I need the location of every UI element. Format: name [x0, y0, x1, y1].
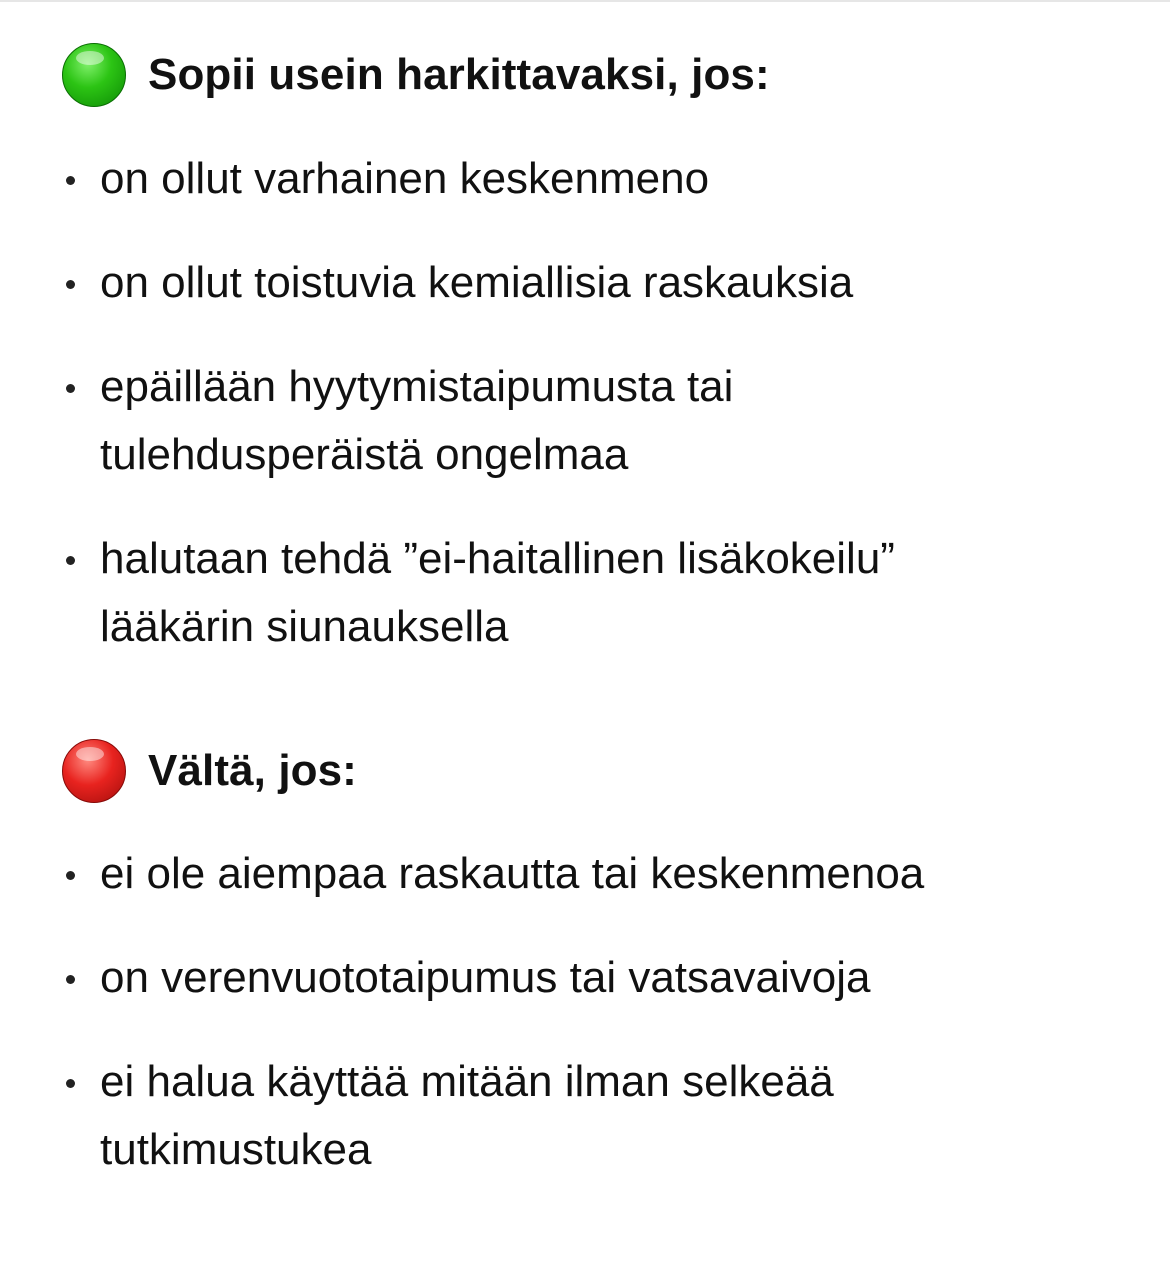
red-circle-icon	[62, 739, 126, 803]
list-item: halutaan tehdä ”ei-haitallinen lisäkokeilu” lääkärin siunauksella	[62, 525, 1060, 661]
list-item: epäillään hyytymistaipumusta tai tulehdusperäistä ongelmaa	[62, 353, 860, 489]
heading-text: Sopii usein harkittavaksi, jos:	[148, 50, 770, 99]
bullet-list	[62, 840, 1122, 1184]
green-circle-icon	[62, 43, 126, 107]
heading-text: Vältä, jos:	[148, 746, 357, 795]
list-item: on ollut toistuvia kemiallisia raskauksia	[62, 249, 1122, 317]
top-divider	[0, 0, 1170, 2]
list-item: on ollut varhainen keskenmeno	[62, 145, 1122, 213]
section-heading	[62, 40, 1122, 110]
list-item: ei ole aiempaa raskautta tai keskenmenoa	[62, 840, 1122, 908]
section-heading	[62, 736, 1122, 806]
section-suitable	[62, 40, 1122, 661]
list-item: on verenvuototaipumus tai vatsavaivoja	[62, 944, 1122, 1012]
list-item: ei halua käyttää mitään ilman selkeää tutkimustukea	[62, 1048, 960, 1184]
bullet-list	[62, 145, 1122, 661]
section-avoid	[62, 736, 1122, 1184]
